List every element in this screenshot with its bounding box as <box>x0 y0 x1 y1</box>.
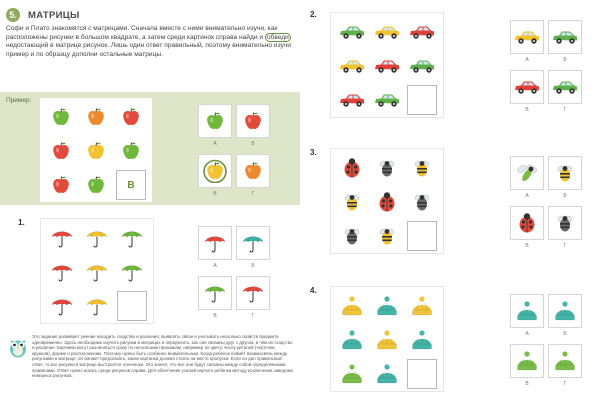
answer-option-label: В <box>213 191 217 197</box>
task-4-matrix <box>330 286 444 392</box>
answer-option-1[interactable] <box>510 20 544 54</box>
answer-option-2[interactable] <box>548 20 582 54</box>
car-icon <box>337 17 367 47</box>
task-3-matrix <box>330 148 444 254</box>
umbrella-icon <box>241 231 265 255</box>
answer-option-label: В <box>525 381 529 387</box>
bee-icon <box>337 221 367 251</box>
task-2-matrix <box>330 12 444 118</box>
apple-icon <box>241 159 265 183</box>
car-icon <box>372 51 402 81</box>
answer-option-3[interactable] <box>198 154 232 188</box>
answer-option-4[interactable] <box>548 206 582 240</box>
apple-icon <box>241 109 265 133</box>
placeholder-letter: В <box>127 179 135 191</box>
task-3-number: 3. <box>310 148 317 157</box>
missing-answer-cell[interactable] <box>117 291 147 321</box>
answer-option-label: Г <box>563 243 567 249</box>
beanie-hat-icon <box>553 350 577 372</box>
answer-option-label: Б <box>563 193 567 199</box>
task-instruction <box>6 25 298 59</box>
bee-icon <box>407 187 437 217</box>
beanie-hat-icon <box>372 359 402 389</box>
umbrella-icon <box>47 257 77 287</box>
bee-icon <box>372 221 402 251</box>
answer-option-4[interactable] <box>236 276 270 310</box>
answer-option-2[interactable] <box>236 104 270 138</box>
beanie-hat-icon <box>407 325 437 355</box>
apple-icon <box>116 102 146 132</box>
car-icon <box>372 85 402 115</box>
umbrella-icon <box>203 231 227 255</box>
answer-option-2[interactable] <box>236 226 270 260</box>
answer-option-2[interactable] <box>548 294 582 328</box>
apple-icon <box>81 102 111 132</box>
instruction-text-end: недостающий в матрице рисунок. Лишь один ответ правильный, поэтому внимательно изучи пример и по образцу дополни остальные матрицы. <box>6 42 291 58</box>
apple-icon <box>81 170 111 200</box>
page-title: МАТРИЦЫ <box>28 10 80 21</box>
missing-answer-cell[interactable] <box>116 170 146 200</box>
answer-option-label: А <box>525 193 529 199</box>
bee-icon <box>553 161 577 185</box>
answer-option-label: В <box>525 243 529 249</box>
beanie-hat-icon <box>372 291 402 321</box>
bee-icon <box>372 153 402 183</box>
car-icon <box>337 51 367 81</box>
task-1-options <box>198 226 270 322</box>
car-icon <box>551 78 579 96</box>
answer-option-3[interactable] <box>510 344 544 378</box>
example-matrix <box>40 98 152 202</box>
bee-icon <box>514 160 540 186</box>
umbrella-icon <box>117 257 147 287</box>
car-icon <box>337 85 367 115</box>
instruction-text-start: Софи и Плато знакомятся с матрицами. Сначала вместе с ними внимательно изучи, как расположены рисунки в большом квадрате, а затем среди картинок справа найди и <box>6 25 278 41</box>
example-options <box>198 104 270 200</box>
answer-option-4[interactable] <box>548 344 582 378</box>
answer-option-4[interactable] <box>236 154 270 188</box>
answer-option-3[interactable] <box>198 276 232 310</box>
bee-icon <box>407 153 437 183</box>
beanie-hat-icon <box>337 325 367 355</box>
car-icon <box>407 17 437 47</box>
answer-option-label: В <box>213 313 217 319</box>
task-3-options <box>510 156 582 252</box>
umbrella-icon <box>203 281 227 305</box>
missing-answer-cell[interactable] <box>407 85 437 115</box>
task-1-matrix <box>40 218 154 324</box>
answer-option-label: Б <box>563 57 567 63</box>
umbrella-icon <box>47 291 77 321</box>
car-icon <box>513 28 541 46</box>
apple-icon <box>116 136 146 166</box>
answer-option-label: А <box>213 263 217 269</box>
beanie-hat-icon <box>372 325 402 355</box>
bee-icon <box>553 211 577 235</box>
answer-option-label: Б <box>563 331 567 337</box>
answer-option-1[interactable] <box>510 294 544 328</box>
apple-icon <box>203 159 227 183</box>
bee-icon <box>337 153 367 183</box>
answer-option-label: Г <box>563 381 567 387</box>
beanie-hat-icon <box>515 350 539 372</box>
answer-option-label: Б <box>251 141 255 147</box>
task-1-number: 1. <box>18 218 25 227</box>
answer-option-2[interactable] <box>548 156 582 190</box>
missing-answer-cell[interactable] <box>407 221 437 251</box>
beanie-hat-icon <box>407 291 437 321</box>
missing-answer-cell[interactable] <box>407 359 437 389</box>
answer-option-label: А <box>525 57 529 63</box>
task-2-options <box>510 20 582 116</box>
beanie-hat-icon <box>337 291 367 321</box>
answer-option-4[interactable] <box>548 70 582 104</box>
car-icon <box>513 78 541 96</box>
task-4-options <box>510 294 582 390</box>
instruction-circled-word: обведи <box>266 33 289 41</box>
footer-note: Это задание развивает умение находить сходства и различия, выявлять связи и учитывать несколько свойств предмета одновременно. Здесь необходимо изучить рисунки в матрицах и определить, как они связаны друг с другом, в чём их сходство и различие. Картинки могут различаться сразу по нескольким признакам, например по цвету, числу деталей (черточек, кружков), форме и расположению. Поэтому нужно быть особенно внимательным. Когда ребёнок поймёт взаимосвязь между рисунками в матрице, он сможет предсказать, какая картинка должна стоять на месте пропуска. Если он дал правильный ответ, то все рисунки в матрице выстроятся логически. Это значит, что все они будут связаны между собой определёнными правилами. Ответ нужно искать среди рисунков справа. Для облегчения усилий научите ребёнка методу исключения заведомо неверных рисунков. <box>32 334 294 379</box>
apple-icon <box>46 136 76 166</box>
umbrella-icon <box>117 223 147 253</box>
answer-option-label: Б <box>251 263 255 269</box>
answer-option-1[interactable] <box>198 104 232 138</box>
answer-option-3[interactable] <box>510 70 544 104</box>
answer-option-1[interactable] <box>510 156 544 190</box>
beanie-hat-icon <box>515 300 539 322</box>
answer-option-label: В <box>525 107 529 113</box>
apple-icon <box>81 136 111 166</box>
task-4-number: 4. <box>310 286 317 295</box>
bee-icon <box>372 187 402 217</box>
umbrella-icon <box>47 223 77 253</box>
bee-icon <box>337 187 367 217</box>
answer-option-1[interactable] <box>198 226 232 260</box>
bee-icon <box>515 211 539 235</box>
task-2-number: 2. <box>310 10 317 19</box>
answer-option-label: Г <box>251 191 255 197</box>
beanie-hat-icon <box>337 359 367 389</box>
apple-icon <box>46 102 76 132</box>
car-icon <box>407 51 437 81</box>
umbrella-icon <box>82 257 112 287</box>
umbrella-icon <box>82 223 112 253</box>
apple-icon <box>46 170 76 200</box>
example-label: Пример: <box>6 97 32 104</box>
answer-option-3[interactable] <box>510 206 544 240</box>
owl-icon <box>8 336 28 358</box>
car-icon <box>551 28 579 46</box>
task-number-badge: 5. <box>6 8 20 22</box>
car-icon <box>372 17 402 47</box>
umbrella-icon <box>241 281 265 305</box>
answer-option-label: Г <box>563 107 567 113</box>
apple-icon <box>203 109 227 133</box>
answer-option-label: А <box>213 141 217 147</box>
answer-option-label: А <box>525 331 529 337</box>
answer-option-label: Г <box>251 313 255 319</box>
beanie-hat-icon <box>553 300 577 322</box>
umbrella-icon <box>82 291 112 321</box>
